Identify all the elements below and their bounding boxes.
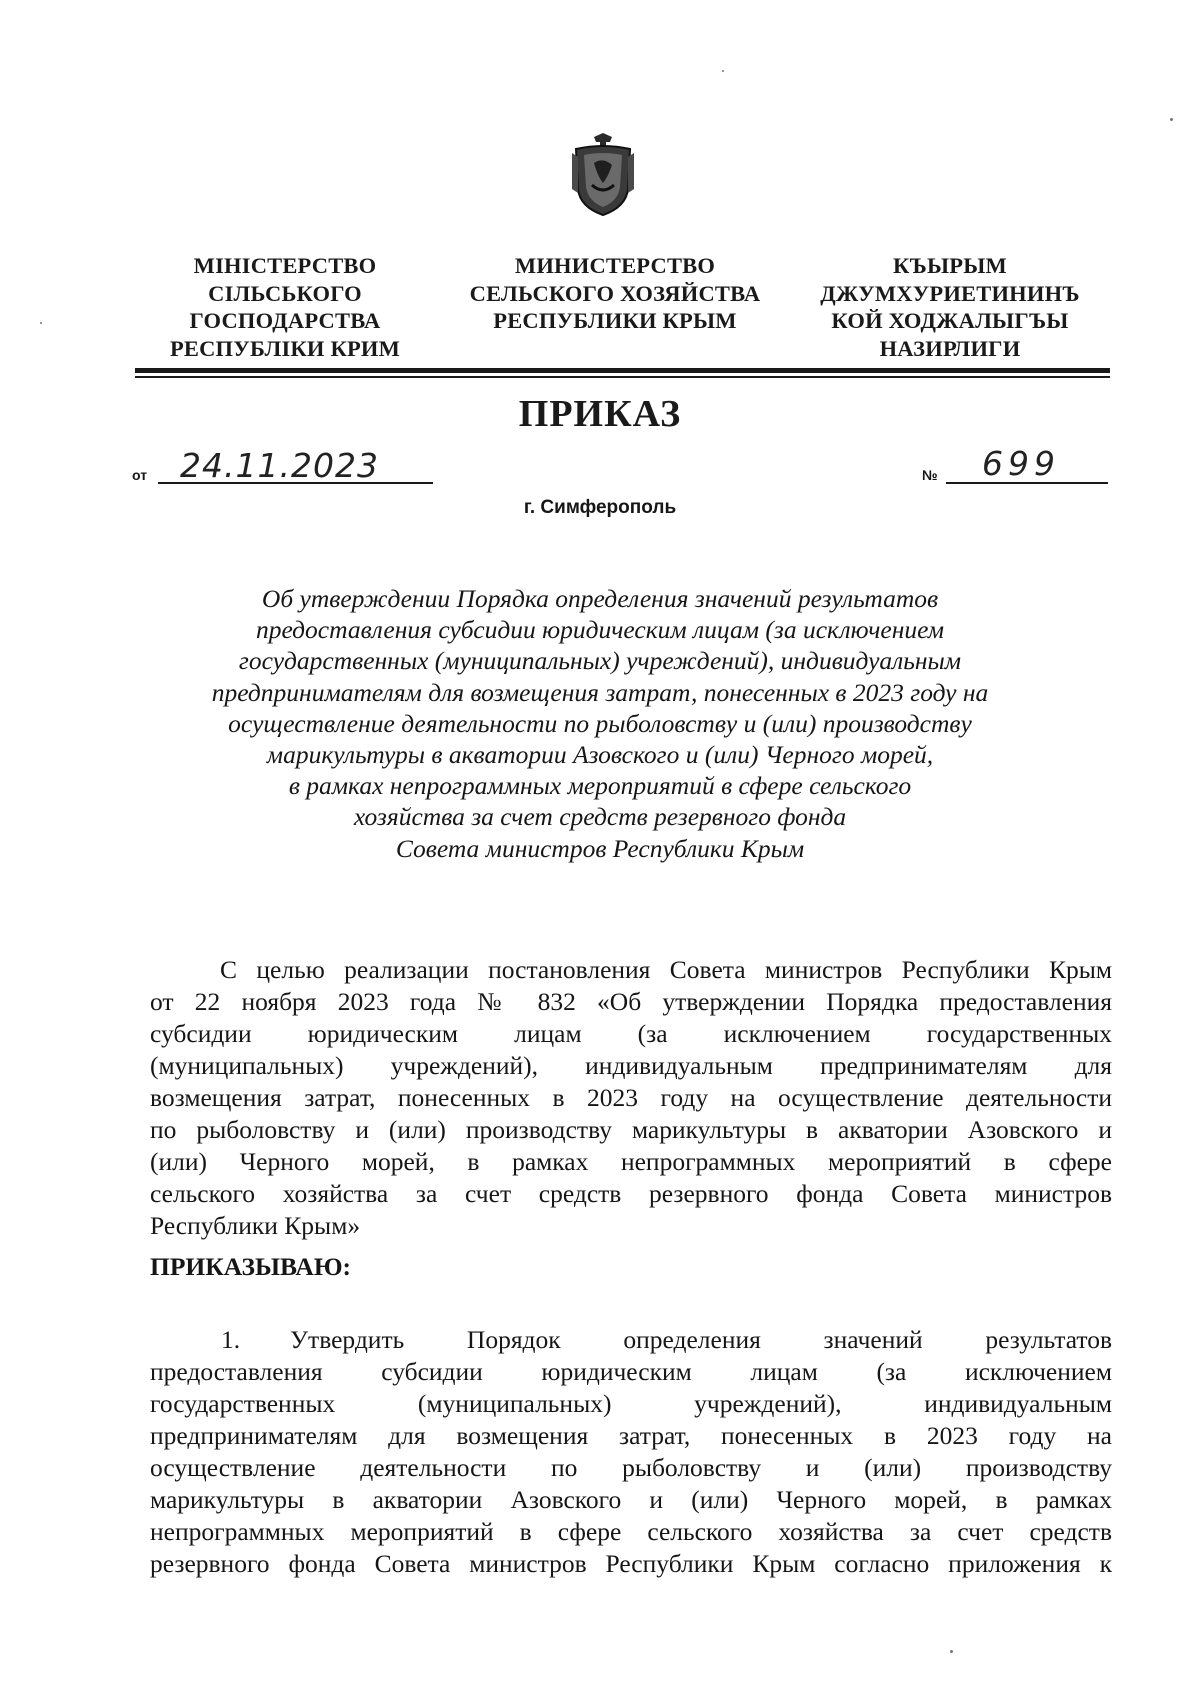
ministry-name-crimean-tatar: КЪЫРЫМ ДЖУМХУРИЕТИНИНЪ КОЙ ХОДЖАЛЫГЪЫ НАЗИРЛИГИ bbox=[820, 253, 1080, 361]
header-divider-thin bbox=[135, 376, 1110, 378]
order-title: ПРИКАЗ bbox=[518, 393, 682, 435]
item-line: предоставления субсидии юридическим лицам (за исключением bbox=[150, 1357, 1112, 1386]
order-number-handwritten: 699 bbox=[982, 444, 1060, 483]
preamble-line: С целью реализации постановления Совета министров Республики Крым bbox=[220, 955, 1112, 984]
date-prefix: от bbox=[132, 467, 148, 483]
preamble-line: субсидии юридическим лицам (за исключением государственных bbox=[150, 1019, 1112, 1048]
ministry-name-ukrainian: МІНІСТЕРСТВО СІЛЬСЬКОГО ГОСПОДАРСТВА РЕСПУБЛІКИ КРИМ bbox=[169, 253, 401, 361]
scan-speck bbox=[950, 1650, 953, 1653]
scan-speck bbox=[1170, 118, 1173, 121]
decree-heading: ПРИКАЗЫВАЮ: bbox=[150, 1252, 352, 1281]
item-line: государственных (муниципальных) учреждений), индивидуальным bbox=[150, 1389, 1112, 1418]
order-subject: Об утверждении Порядка определения значений результатов предоставления субсидии юридическим лицам (за исключением государственных (муниципальных) учреждений), индивидуальным предпринимателям для возмещения затрат, понесенных в 2023 году на осуществление деятельности по рыболовству и (или) производству марикультуры в акватории Азовского и (или) Черного морей, в рамках непрограммных мероприятий в сфере сельского хозяйства за счет средств резервного фонда Совета министров Республики Крым bbox=[211, 584, 989, 863]
preamble-line: сельского хозяйства за счет средств резервного фонда Совета министров bbox=[150, 1179, 1112, 1208]
scan-speck bbox=[40, 322, 42, 324]
preamble-line: (муниципальных) учреждений), индивидуальным предпринимателям для bbox=[150, 1051, 1112, 1080]
coat-of-arms-icon bbox=[570, 133, 636, 219]
preamble-line: Республики Крым» bbox=[150, 1211, 361, 1240]
item-line: непрограммных мероприятий в сфере сельского хозяйства за счет средств bbox=[150, 1517, 1112, 1546]
item-number: 1. bbox=[221, 1325, 241, 1354]
item-line: Утвердить Порядок определения значений результатов bbox=[290, 1325, 1112, 1354]
preamble-line: (или) Черного морей, в рамках непрограммных мероприятий в сфере bbox=[150, 1147, 1112, 1176]
item-line: предпринимателям для возмещения затрат, понесенных в 2023 году на bbox=[150, 1421, 1112, 1450]
number-prefix: № bbox=[922, 467, 938, 483]
preamble-line: возмещения затрат, понесенных в 2023 году на осуществление деятельности bbox=[150, 1083, 1112, 1112]
item-line: резервного фонда Совета министров Республики Крым согласно приложения к bbox=[150, 1549, 1112, 1578]
city: г. Симферополь bbox=[523, 497, 677, 518]
item-line: марикультуры в акватории Азовского и (или) Черного морей, в рамках bbox=[150, 1485, 1112, 1514]
preamble-line: по рыболовству и (или) производству марикультуры в акватории Азовского и bbox=[150, 1115, 1112, 1144]
item-line: осуществление деятельности по рыболовству и (или) производству bbox=[150, 1453, 1112, 1482]
header-divider-thick bbox=[135, 368, 1110, 373]
preamble-line: от 22 ноября 2023 года № 832 «Об утверждении Порядка предоставления bbox=[150, 987, 1112, 1016]
scan-speck bbox=[722, 70, 724, 72]
ministry-name-russian: МИНИСТЕРСТВО СЕЛЬСКОГО ХОЗЯЙСТВА РЕСПУБЛИКИ КРЫМ bbox=[469, 253, 761, 333]
order-date-handwritten: 24.11.2023 bbox=[180, 446, 379, 485]
